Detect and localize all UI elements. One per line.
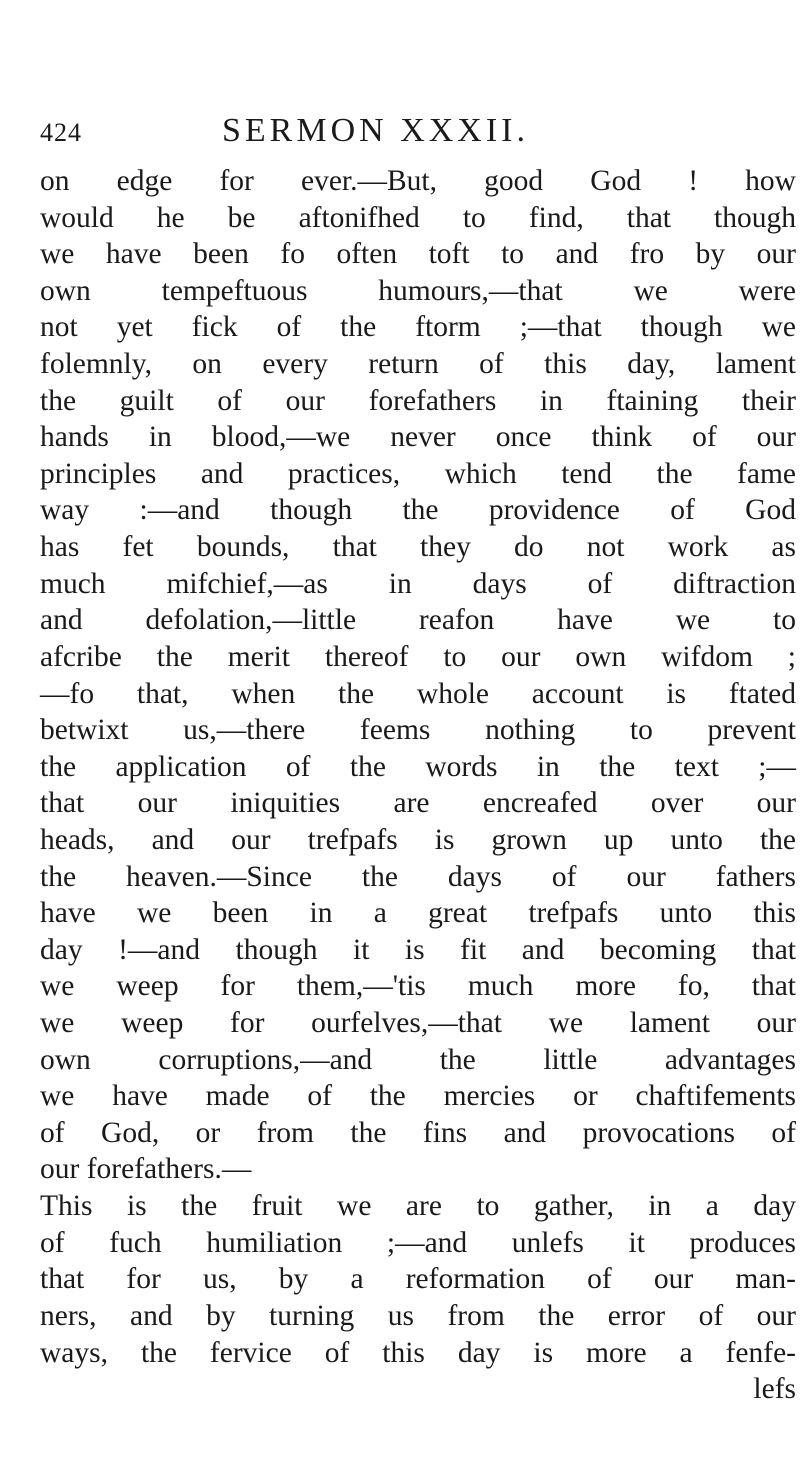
text-line: —fo that, when the whole account is ftated bbox=[40, 677, 796, 710]
text-line: and defolation,—little reafon have we to bbox=[40, 604, 796, 637]
text-line: we have been fo often toft to and fro by our bbox=[40, 238, 796, 271]
text-line: afcribe the merit thereof to our own wifdom ; bbox=[40, 640, 796, 673]
text-line: hands in blood,—we never once think of our bbox=[40, 421, 796, 454]
text-line: the guilt of our forefathers in ftaining their bbox=[40, 384, 796, 417]
page-number: 424 bbox=[40, 118, 82, 147]
text-line: much mifchief,—as in days of diftraction bbox=[40, 567, 796, 600]
running-head: SERMON XXXII. bbox=[222, 112, 529, 149]
text-line: the application of the words in the text ;— bbox=[40, 750, 796, 783]
text-line: we weep for ourfelves,—that we lament our bbox=[40, 1007, 796, 1040]
text-line: have we been in a great trefpafs unto this bbox=[40, 897, 796, 930]
text-line: betwixt us,—there feems nothing to prevent bbox=[40, 714, 796, 747]
catchword: lefs bbox=[753, 1373, 796, 1406]
text-line: heads, and our trefpafs is grown up unto the bbox=[40, 823, 796, 856]
page-header bbox=[40, 108, 760, 156]
text-line: principles and practices, which tend the fame bbox=[40, 457, 796, 490]
text-line: not yet fick of the ftorm ;—that though we bbox=[40, 311, 796, 344]
text-line: would he be aftonifhed to find, that though bbox=[40, 201, 796, 234]
text-line: ways, the fervice of this day is more a fenfe- bbox=[40, 1336, 796, 1369]
text-line: way :—and though the providence of God bbox=[40, 494, 796, 527]
text-line: that our iniquities are encreafed over our bbox=[40, 787, 796, 820]
text-line: has fet bounds, that they do not work as bbox=[40, 531, 796, 564]
text-line: the heaven.—Since the days of our fathers bbox=[40, 860, 796, 893]
text-line: own tempeftuous humours,—that we were bbox=[40, 274, 796, 307]
text-line: we weep for them,—'tis much more fo, that bbox=[40, 970, 796, 1003]
text-line: of fuch humiliation ;—and unlefs it produces bbox=[40, 1226, 796, 1259]
text-line: This is the fruit we are to gather, in a day bbox=[40, 1190, 796, 1223]
text-line: ners, and by turning us from the error of our bbox=[40, 1299, 796, 1332]
text-line: our forefathers.— bbox=[40, 1153, 252, 1186]
text-line: own corruptions,—and the little advantages bbox=[40, 1043, 796, 1076]
text-line: that for us, by a reformation of our man- bbox=[40, 1263, 796, 1296]
text-line: of God, or from the fins and provocations of bbox=[40, 1116, 796, 1149]
text-line: day !—and though it is fit and becoming that bbox=[40, 933, 796, 966]
text-line: we have made of the mercies or chaftifements bbox=[40, 1080, 796, 1113]
sermon-text bbox=[40, 163, 796, 1408]
text-line: on edge for ever.—But, good God ! how bbox=[40, 165, 796, 197]
text-line: folemnly, on every return of this day, lament bbox=[40, 348, 796, 381]
